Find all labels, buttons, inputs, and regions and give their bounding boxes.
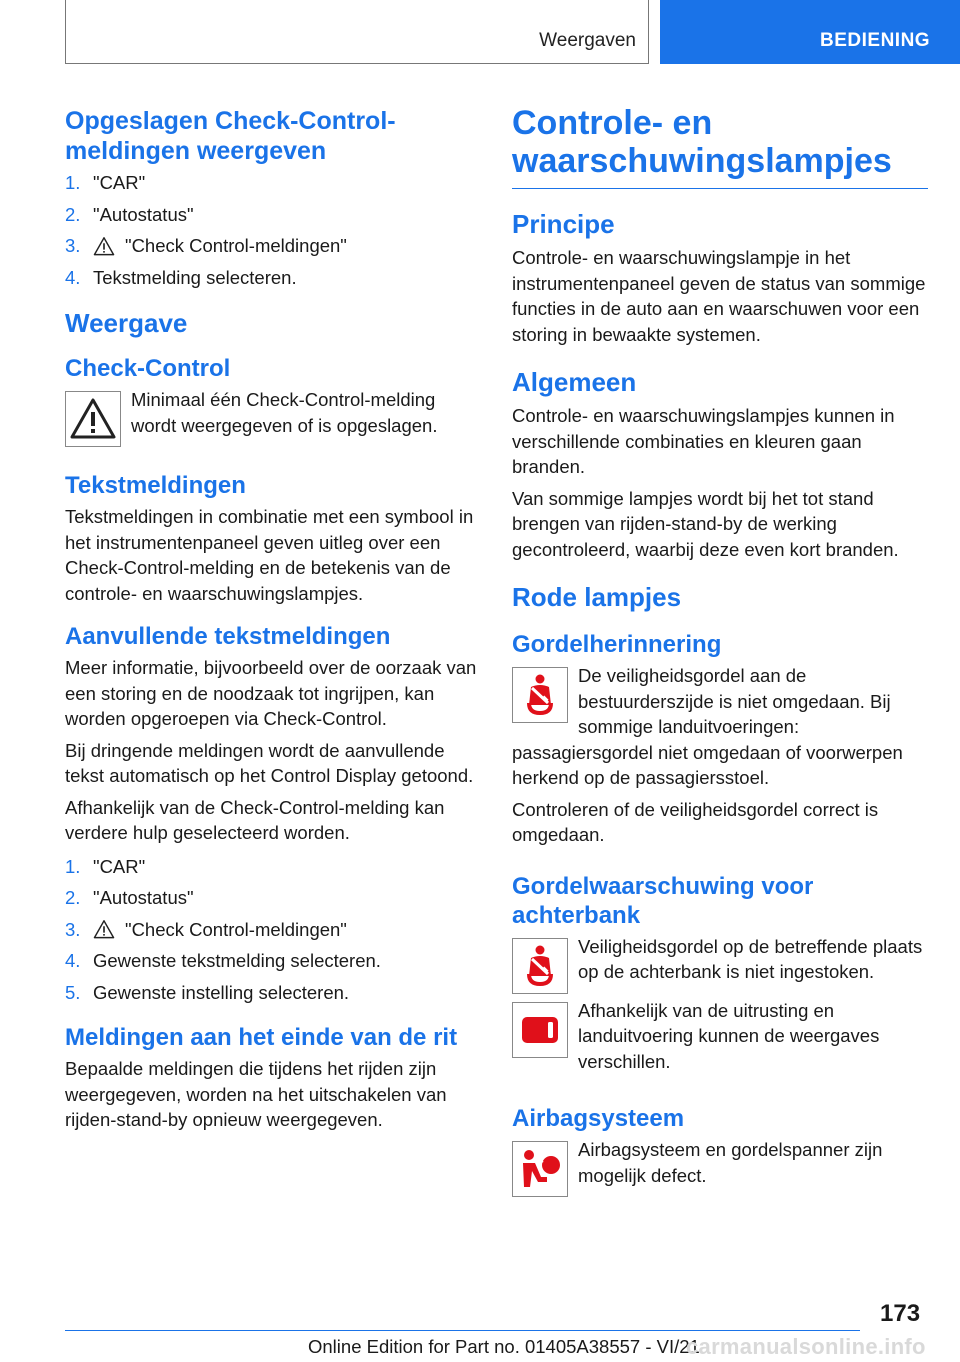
extra-messages-p2: Bij dringende meldingen wordt de aanvullende tekst automatisch op het Control Display getoond. — [65, 739, 474, 786]
rear-seat-icon-box — [512, 1002, 568, 1058]
belt-reminder-heading: Gordelherinnering — [512, 631, 722, 658]
main-heading-rule — [512, 104, 928, 189]
header-section-box — [65, 0, 649, 64]
warning-triangle-icon — [93, 236, 115, 256]
check-control-heading: Check-Control — [65, 355, 231, 382]
airbag-icon-box — [512, 1141, 568, 1197]
list-item: 3. "Check Control-meldingen" — [65, 235, 347, 256]
belt-reminder-p2: Controleren of de veiligheidsgordel correct is omgedaan. — [512, 798, 879, 845]
text-messages-body: Tekstmeldingen in combinatie met een symbool in het instrumentenpaneel geven uitleg over een Check-Control-melding en de betekenis van de controle- en waarschuwingslampjes. — [65, 506, 474, 604]
general-heading: Algemeen — [512, 367, 637, 397]
end-of-trip-body: Bepaalde meldingen die tijdens het rijden zijn weergegeven, worden na het uitschakelen van rijden-stand-by opnieuw weergegeven. — [65, 1058, 447, 1130]
airbag-icon — [517, 1147, 563, 1191]
rear-belt-variant-text: Afhankelijk van de uitrusting en landuitvoering kunnen de weergaves verschillen. — [578, 999, 880, 1072]
list-item: 2. "Autostatus" — [65, 203, 194, 225]
warning-triangle-icon — [93, 919, 115, 939]
extra-messages-p3: Afhankelijk van de Check-Control-melding kan verdere hulp geselecteerd worden. — [65, 796, 445, 843]
text-messages-heading: Tekstmeldingen — [65, 472, 246, 499]
watermark: carmanualsonline.info — [686, 1334, 926, 1359]
airbag-block — [512, 1137, 928, 1197]
list-item: 3. "Check Control-meldingen" — [65, 918, 347, 940]
red-lamps-heading: Rode lampjes — [512, 582, 682, 612]
list-item: 4. Tekstmelding selecteren. — [65, 266, 297, 288]
footer-rule — [65, 1330, 860, 1331]
rear-belt-heading: Gordelwaarschuwing voor achterbank — [512, 872, 814, 929]
extra-messages-heading: Aanvullende tekstmeldingen — [65, 623, 391, 650]
seatbelt-icon — [520, 944, 560, 988]
end-of-trip-heading: Meldingen aan het einde van de rit — [65, 1024, 458, 1051]
principle-body: Controle- en waarschuwingslampje in het instrumentenpaneel geven de status van sommige functies in de auto aan en waarschuwen voor een storing in bewaakte systemen. — [512, 247, 926, 345]
extra-messages-p1: Meer informatie, bijvoorbeeld over de oorzaak van een storing en de noodzaak tot ingrijpen, kan worden opgeroepen via Check-Control. — [65, 657, 477, 729]
rear-belt-text: Veiligheidsgordel op de betreffende plaats op de achterbank is niet ingestoken. — [578, 935, 923, 982]
right-column — [512, 100, 928, 1197]
belt-reminder-block — [512, 663, 928, 791]
belt-icon-box — [512, 667, 568, 723]
list-item: 1. "CAR" — [65, 172, 146, 193]
extra-steps-list — [65, 854, 480, 1006]
general-p2: Van sommige lampjes wordt bij het tot stand brengen van rijden-stand-by de werking gecontroleerd, waarbij deze even kort branden. — [512, 487, 899, 560]
display-heading: Weergave — [65, 308, 188, 338]
principle-heading: Principe — [512, 209, 615, 239]
list-item: 4. Gewenste tekstmelding selecteren. — [65, 950, 381, 971]
rear-belt-variant-block — [512, 998, 928, 1075]
rear-belt-block — [512, 934, 928, 994]
check-control-text: Minimaal één Check-Control-melding wordt weergegeven of is opgeslagen. — [131, 389, 438, 436]
stored-messages-heading: Opgeslagen Check-Control-meldingen weergeven — [65, 107, 396, 165]
header-chapter-title: BEDIENING — [820, 30, 931, 51]
list-item: 2. "Autostatus" — [65, 887, 194, 908]
main-heading: Controle- en waarschuwingslampjes — [512, 104, 892, 180]
rear-belt-icon-box — [512, 938, 568, 994]
left-column — [65, 100, 480, 1139]
seatbelt-icon — [520, 673, 560, 717]
check-control-icon-box — [65, 391, 121, 447]
header-chapter-tab — [660, 0, 960, 64]
page-number: 173 — [880, 1300, 921, 1327]
warning-triangle-icon — [69, 397, 117, 441]
airbag-heading: Airbagsysteem — [512, 1105, 685, 1132]
belt-reminder-text: De veiligheidsgordel aan de bestuurderszijde is niet omgedaan. Bij sommige landuitvoeringen: passagiersgordel niet omgedaan of voorwerpen herkend op de passagiersstoel. — [512, 665, 903, 788]
list-item: 5. Gewenste instelling selecteren. — [65, 981, 350, 1003]
check-control-block — [65, 387, 480, 447]
footer-edition: Online Edition for Part no. 01405A38557 - VI/21 — [308, 1336, 700, 1357]
stored-steps-list — [65, 170, 480, 290]
airbag-text: Airbagsysteem en gordelspanner zijn mogelijk defect. — [578, 1139, 883, 1186]
list-item: 1. "CAR" — [65, 855, 146, 877]
header-section-title: Weergaven — [539, 30, 636, 51]
general-p1: Controle- en waarschuwingslampjes kunnen in verschillende combinaties en kleuren gaan branden. — [512, 405, 895, 477]
rear-seat-occupancy-icon — [518, 1013, 562, 1047]
